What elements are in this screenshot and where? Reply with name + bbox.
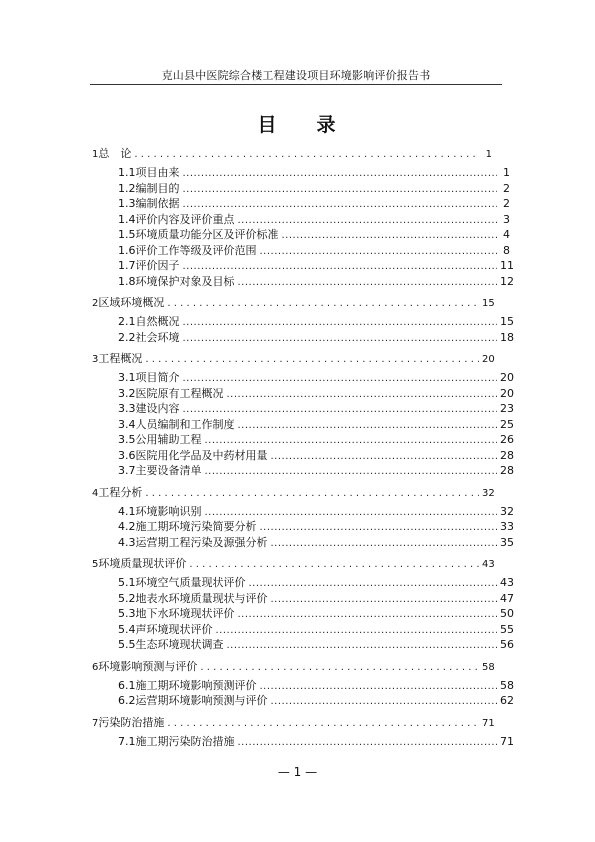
toc-entry-number: 5.5: [118, 638, 136, 651]
toc-section-entry[interactable]: [118, 448, 514, 464]
toc-entry-page: 43: [500, 576, 514, 589]
toc-entry-page: 1: [485, 149, 492, 160]
toc-entry-page: 50: [500, 607, 514, 620]
toc-title-char-2: 录: [316, 114, 338, 136]
toc-entry-number: 1.8: [118, 274, 136, 288]
toc-entry-page: 28: [500, 464, 514, 477]
toc-entry-page: 18: [500, 330, 514, 344]
toc-section-entry[interactable]: [118, 196, 510, 212]
toc-leader-dots: [205, 464, 498, 480]
toc-leader-dots: [134, 147, 479, 163]
toc-entry-number: 5.2: [118, 591, 136, 605]
toc-chapter-entry[interactable]: [92, 659, 500, 675]
toc-entry-label: 评价内容及评价重点: [135, 212, 235, 226]
toc-entry-page: 23: [500, 402, 514, 415]
toc-entry-label: 社会环境: [135, 330, 180, 344]
toc-section-entry[interactable]: [118, 181, 510, 197]
toc-section-entry[interactable]: [118, 370, 514, 386]
toc-entry-page: 56: [500, 638, 514, 651]
toc-entry-label: 医院原有工程概况: [135, 386, 224, 400]
toc-entry-number: 2.1: [118, 315, 136, 328]
toc-entry-number: 1: [92, 149, 99, 160]
toc-section-entry[interactable]: [118, 314, 514, 330]
toc-entry-page: 20: [482, 354, 495, 365]
toc-entry-number: 4.2: [118, 520, 136, 533]
toc-entry-label: 建设内容: [135, 402, 180, 415]
toc-entry-number: 1.4: [118, 212, 136, 226]
toc-entry-number: 3.1: [118, 371, 136, 384]
toc-entry-page: 12: [500, 274, 514, 288]
toc-entry-page: 11: [500, 259, 514, 272]
toc-leader-dots: [227, 638, 498, 654]
toc-entry-number: 6.1: [118, 678, 136, 692]
toc-entry-label: 项目简介: [135, 371, 180, 384]
toc-chapter-entry[interactable]: [92, 485, 500, 501]
toc-entry-page: 58: [482, 661, 495, 673]
toc-leader-dots: [200, 660, 479, 676]
toc-entry-label: 自然概况: [135, 315, 180, 328]
toc-entry-label: 编制目的: [135, 181, 180, 195]
toc-leader-dots: [167, 296, 479, 312]
toc-entry-label: 项目由来: [135, 166, 180, 179]
toc-entry-label: 编制依据: [135, 197, 180, 210]
toc-entry-page: 20: [500, 386, 514, 400]
toc-entry-label: 工程概况: [98, 352, 143, 365]
toc-entry-page: 4: [503, 228, 510, 241]
toc-entry-page: 62: [500, 694, 514, 707]
toc-entry-number: 1.3: [118, 197, 136, 210]
toc-entry-page: 2: [503, 181, 510, 195]
toc-entry-label: 评价工作等级及评价范围: [135, 243, 257, 257]
toc-entry-label: 工程分析: [98, 485, 143, 499]
toc-entry-page: 32: [482, 487, 495, 499]
toc-entry-label: 施工期环境影响预测评价: [135, 678, 257, 692]
toc-leader-dots: [189, 557, 479, 573]
toc-entry-label: 医院用化学品及中药材用量: [135, 448, 268, 462]
toc-entry-number: 5.3: [118, 607, 136, 620]
toc-entry-label: 运营期工程污染及源强分析: [135, 535, 268, 549]
toc-entry-number: 5: [92, 559, 99, 570]
toc-leader-dots: [271, 536, 498, 552]
toc-entry-page: 28: [500, 448, 514, 462]
toc-entry-page: 8: [503, 243, 510, 257]
toc-entry-page: 20: [500, 371, 514, 384]
toc-entry-page: 35: [500, 535, 514, 549]
toc-entry-page: 1: [503, 166, 510, 179]
toc-section-entry[interactable]: [118, 606, 514, 622]
toc-entry-page: 71: [482, 717, 495, 729]
toc-entry-page: 15: [482, 298, 495, 309]
toc-section-entry[interactable]: [118, 227, 510, 243]
toc-section-entry[interactable]: [118, 535, 514, 551]
toc-entry-number: 3.7: [118, 464, 136, 477]
toc-entry-page: 15: [500, 315, 514, 328]
toc-section-entry[interactable]: [118, 432, 514, 448]
toc-entry-label: 环境质量功能分区及评价标准: [135, 228, 279, 241]
toc-entry-label: 评价因子: [135, 259, 180, 272]
toc-entry-number: 7: [92, 717, 99, 729]
toc-entry-page: 33: [500, 520, 514, 533]
toc-entry-label: 总 论: [98, 147, 132, 160]
toc-chapter-entry[interactable]: [92, 295, 500, 311]
header-rule: [90, 84, 502, 85]
toc-section-entry[interactable]: [118, 417, 514, 433]
toc-entry-label: 声环境现状评价: [135, 622, 213, 636]
toc-section-entry[interactable]: [118, 693, 514, 709]
toc-entry-label: 环境保护对象及目标: [135, 274, 235, 288]
toc-entry-label: 地下水环境现状评价: [135, 607, 235, 620]
toc-section-entry[interactable]: [118, 463, 514, 479]
toc-entry-page: 55: [500, 622, 514, 636]
toc-entry-number: 7.1: [118, 734, 136, 748]
toc-section-entry[interactable]: [118, 243, 510, 259]
toc-section-entry[interactable]: [118, 575, 514, 591]
toc-section-entry[interactable]: [118, 637, 514, 653]
toc-section-entry[interactable]: [118, 504, 514, 520]
toc-leader-dots: [238, 735, 498, 751]
toc-leader-dots: [145, 352, 479, 368]
toc-entry-label: 环境空气质量现状评价: [135, 576, 246, 589]
toc-entry-page: 2: [503, 197, 510, 210]
toc-entry-label: 主要设备清单: [135, 464, 202, 477]
toc-section-entry[interactable]: [118, 519, 514, 535]
toc-title-char-1: 目: [257, 114, 279, 136]
toc-entry-number: 3.5: [118, 433, 136, 446]
toc-entry-number: 1.2: [118, 181, 136, 195]
toc-entry-page: 26: [500, 433, 514, 446]
toc-title: [0, 110, 595, 137]
toc-entry-label: 环境质量现状评价: [98, 557, 187, 570]
toc-entry-label: 施工期环境污染简要分析: [135, 520, 257, 533]
toc-chapter-entry[interactable]: [92, 556, 500, 572]
toc-section-entry[interactable]: [118, 622, 514, 638]
toc-leader-dots: [167, 716, 479, 732]
toc-section-entry[interactable]: [118, 591, 514, 607]
page-number: — 1 —: [277, 765, 318, 779]
toc-entry-number: 5.1: [118, 576, 136, 589]
toc-leader-dots: [271, 694, 498, 710]
toc-entry-label: 运营期环境影响预测与评价: [135, 694, 268, 707]
toc-entry-number: 4.1: [118, 504, 136, 518]
toc-chapter-entry[interactable]: [92, 715, 500, 731]
toc-entry-number: 2.2: [118, 330, 136, 344]
toc-section-entry[interactable]: [118, 401, 514, 417]
toc-entry-label: 地表水环境质量现状与评价: [135, 591, 268, 605]
toc-chapter-entry[interactable]: [92, 146, 500, 162]
toc-section-entry[interactable]: [118, 330, 514, 346]
toc-section-entry[interactable]: [118, 258, 514, 274]
toc-leader-dots: [145, 486, 479, 502]
toc-entry-number: 6: [92, 661, 99, 673]
toc-section-entry[interactable]: [118, 212, 510, 228]
toc-entry-number: 3: [92, 354, 99, 365]
toc-entry-page: 3: [503, 212, 510, 226]
toc-leader-dots: [183, 331, 498, 347]
toc-entry-number: 6.2: [118, 694, 136, 707]
toc-leader-dots: [238, 275, 498, 291]
toc-entry-label: 公用辅助工程: [135, 433, 202, 446]
toc-section-entry[interactable]: [118, 678, 514, 694]
toc-entry-number: 5.4: [118, 622, 136, 636]
toc-entry-label: 施工期污染防治措施: [135, 734, 235, 748]
toc-entry-number: 3.2: [118, 386, 136, 400]
toc-entry-number: 4.3: [118, 535, 136, 549]
toc-entry-page: 43: [482, 559, 495, 570]
toc-entry-page: 47: [500, 591, 514, 605]
toc-entry-page: 32: [500, 504, 514, 518]
toc-entry-number: 3.3: [118, 402, 136, 415]
toc-entry-label: 生态环境现状调查: [135, 638, 224, 651]
toc-entry-number: 4: [92, 487, 99, 499]
toc-entry-label: 环境影响预测与评价: [98, 659, 198, 673]
toc-entry-number: 3.6: [118, 448, 136, 462]
toc-entry-label: 污染防治措施: [98, 715, 165, 729]
toc-section-entry[interactable]: [118, 165, 510, 181]
toc-entry-number: 1.5: [118, 228, 136, 241]
toc-entry-number: 2: [92, 298, 99, 309]
toc-entry-number: 1.7: [118, 259, 136, 272]
toc-entry-page: 25: [500, 417, 514, 431]
document-header: 克山县中医院综合楼工程建设项目环境影响评价报告书: [161, 69, 431, 82]
toc-entry-label: 人员编制和工作制度: [135, 417, 235, 431]
toc-entry-number: 1.1: [118, 166, 136, 179]
toc-entry-number: 1.6: [118, 243, 136, 257]
toc-entry-page: 71: [500, 734, 514, 748]
toc-entry-label: 区域环境概况: [98, 296, 165, 309]
toc-entry-page: 58: [500, 678, 514, 692]
toc-section-entry[interactable]: [118, 274, 514, 290]
toc-chapter-entry[interactable]: [92, 351, 500, 367]
toc-section-entry[interactable]: [118, 386, 514, 402]
toc-entry-number: 3.4: [118, 417, 136, 431]
toc-entry-label: 环境影响识别: [135, 504, 202, 518]
toc-section-entry[interactable]: [118, 734, 514, 750]
